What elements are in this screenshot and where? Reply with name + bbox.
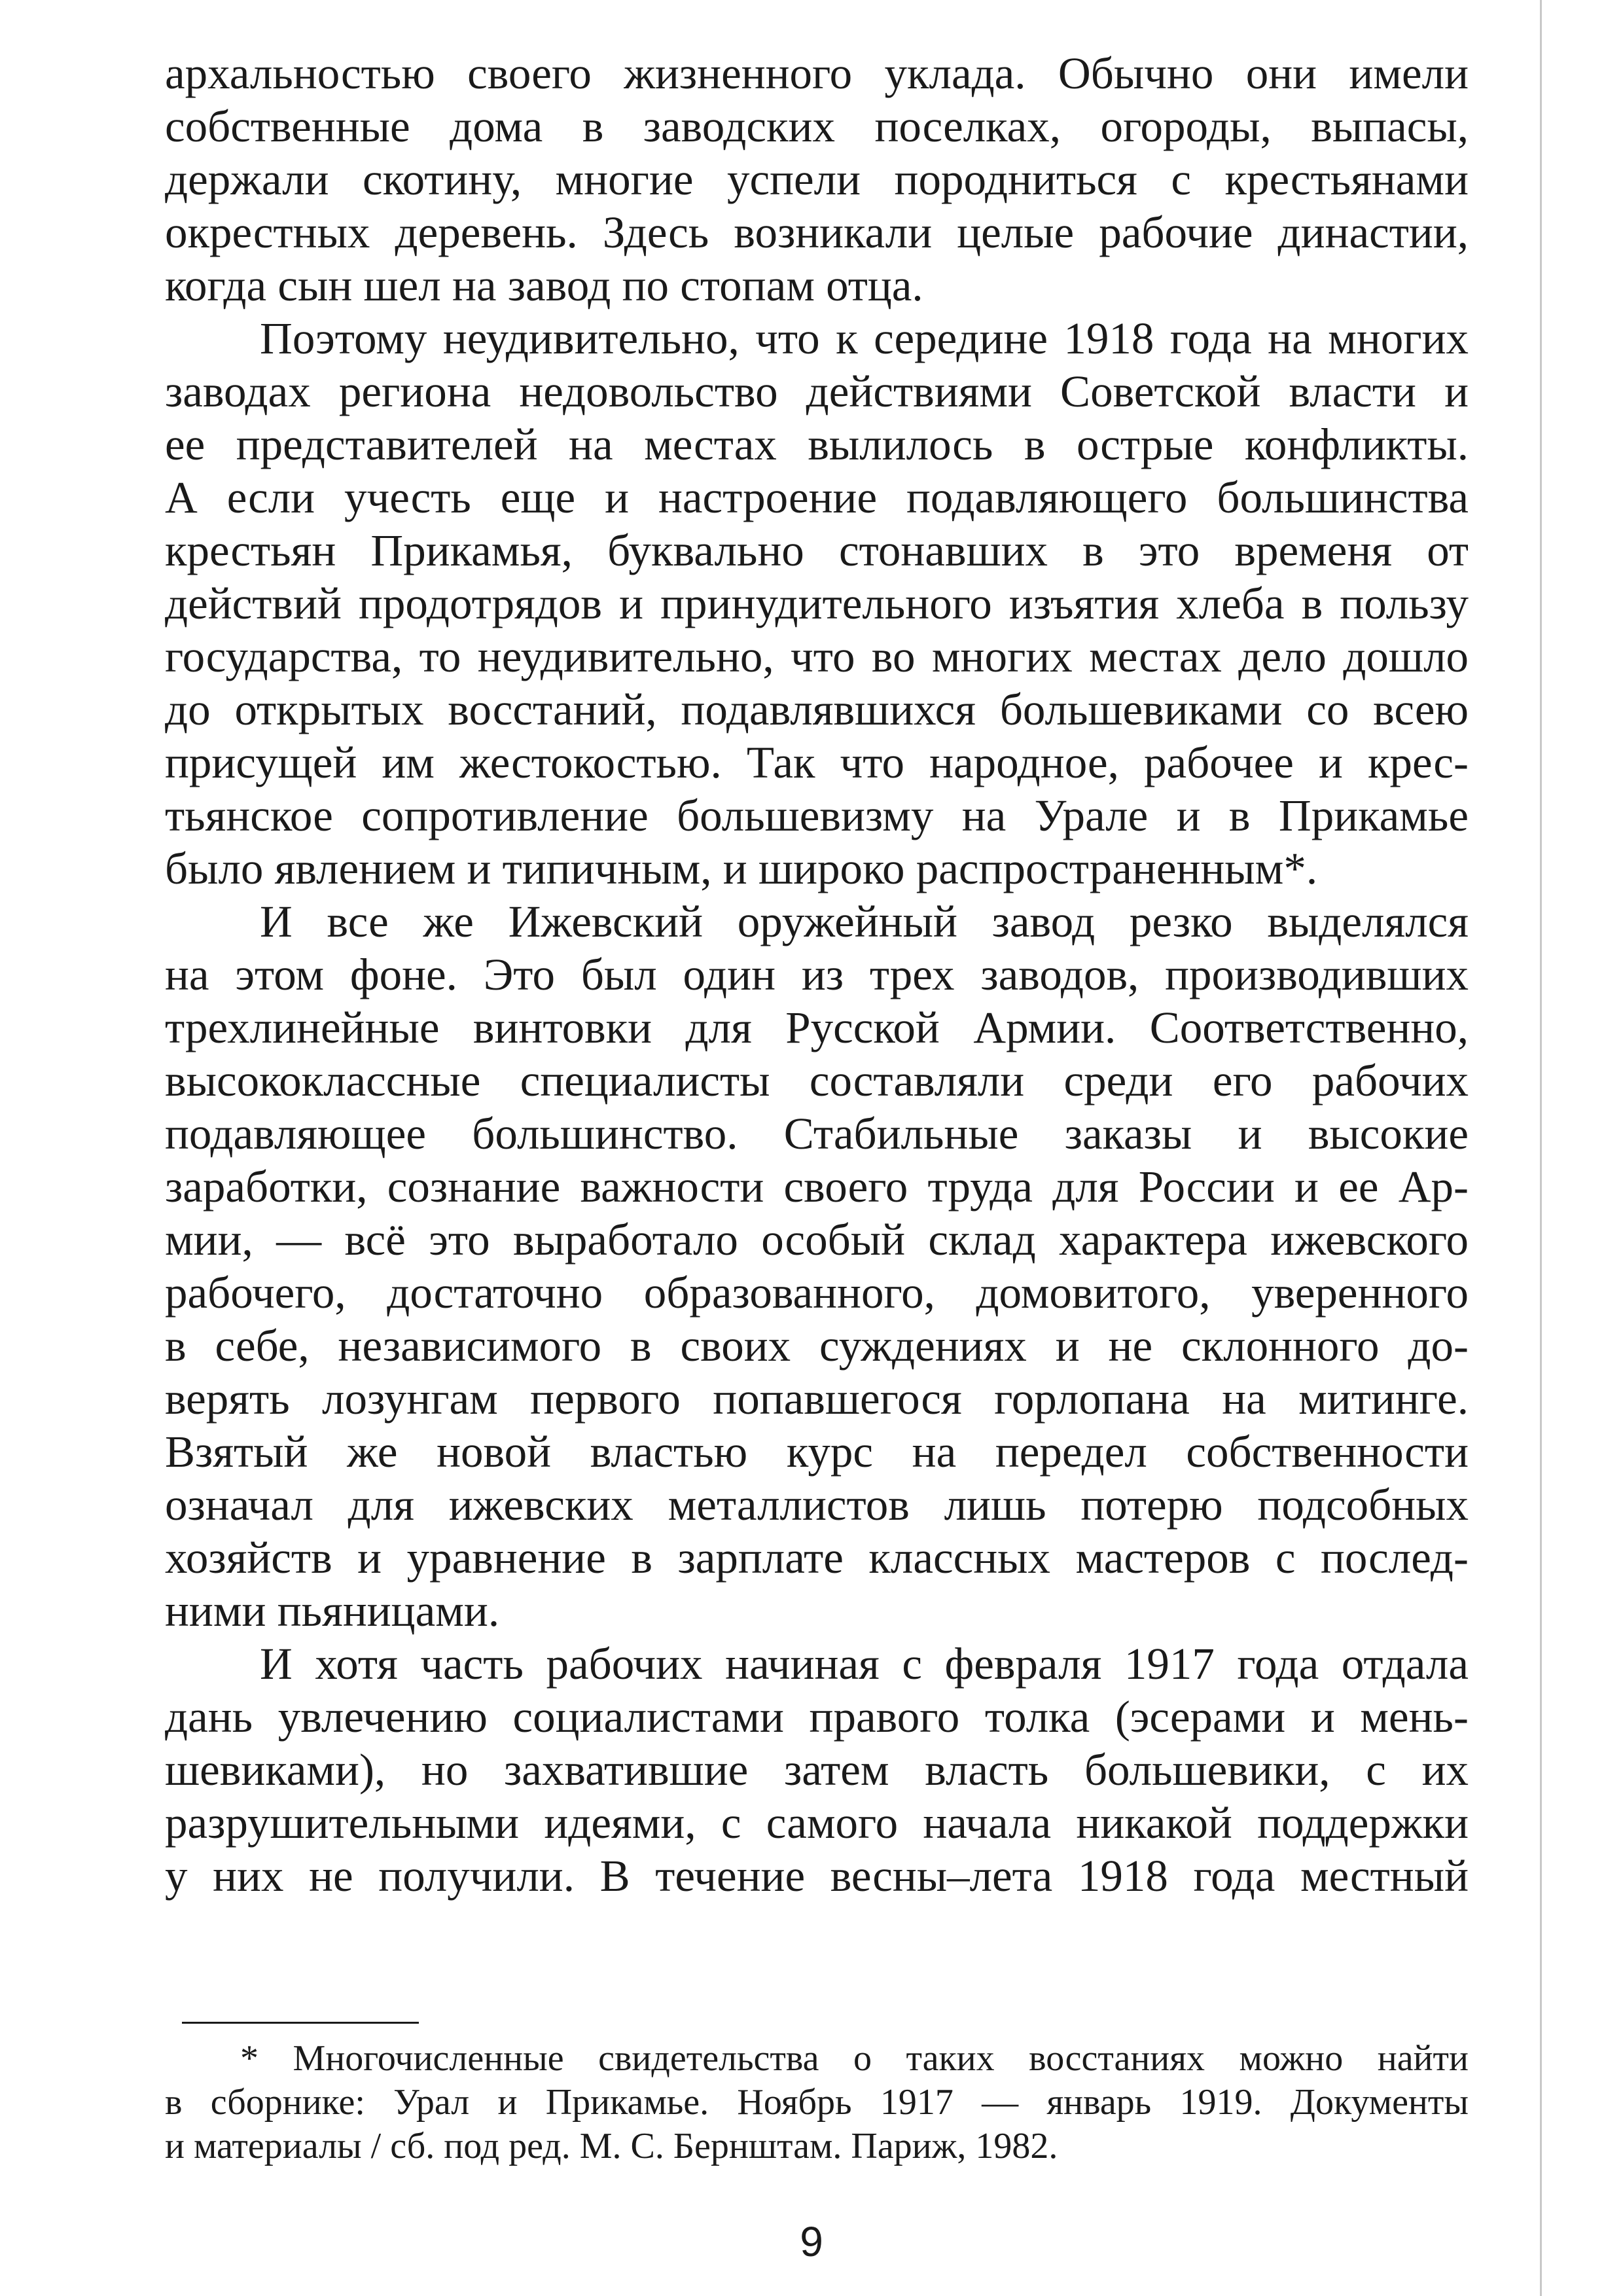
text-line: заводах региона недовольство действиями Советской власти и xyxy=(165,367,1469,416)
text-line: хозяйств и уравнение в зарплате классных мастеров с послед- xyxy=(165,1533,1469,1583)
text-line: было явлением и типичным, и широко распространенным*. xyxy=(165,844,1318,893)
page-number: 9 xyxy=(800,2218,823,2265)
footnote xyxy=(165,2037,1469,2168)
footnote-divider xyxy=(182,2022,419,2024)
paragraph-start-line: И все же Ижевский оружейный завод резко выделялся xyxy=(260,897,1469,946)
footnote-line: и материалы / сб. под ред. М. С. Бернштам. Париж, 1982. xyxy=(165,2126,1058,2166)
text-line: Взятый же новой властью курс на передел собственности xyxy=(165,1427,1469,1477)
text-line: ними пьяницами. xyxy=(165,1586,500,1636)
text-line: тьянское сопротивление большевизму на Урале и в Прикамье xyxy=(165,791,1469,840)
text-line: на этом фоне. Это был один из трех заводов, производивших xyxy=(165,950,1469,999)
text-line: ее представителей на местах вылилось в острые конфликты. xyxy=(165,420,1469,469)
text-line: заработки, сознание важности своего труда для России и ее Ар- xyxy=(165,1162,1469,1211)
text-line: дань увлечению социалистами правого толка (эсерами и мень- xyxy=(165,1692,1469,1742)
text-line: держали скотину, многие успели породниться с крестьянами xyxy=(165,154,1469,204)
paragraph-start-line: И хотя часть рабочих начиная с февраля 1917 года отдала xyxy=(260,1639,1469,1689)
footnote-line: * Многочисленные свидетельства о таких восстаниях можно найти xyxy=(240,2038,1469,2079)
text-line: трехлинейные винтовки для Русской Армии. Соответственно, xyxy=(165,1003,1469,1052)
text-line: когда сын шел на завод по стопам отца. xyxy=(165,260,923,310)
text-line: А если учесть еще и настроение подавляющего большинства xyxy=(165,473,1469,522)
text-line: до открытых восстаний, подавлявшихся большевиками со всею xyxy=(165,685,1469,734)
text-line: присущей им жестокостью. Так что народное, рабочее и крес- xyxy=(165,738,1469,787)
text-line: у них не получили. В течение весны–лета 1918 года местный xyxy=(165,1851,1469,1901)
text-line: государства, то неудивительно, что во многих местах дело дошло xyxy=(165,632,1469,681)
text-line: окрестных деревень. Здесь возникали целые рабочие династии, xyxy=(165,207,1469,257)
text-line: собственные дома в заводских поселках, огороды, выпасы, xyxy=(165,101,1469,151)
text-line: архальностью своего жизненного уклада. Обычно они имели xyxy=(165,48,1469,98)
text-line: мии, — всё это выработало особый склад характера ижевского xyxy=(165,1215,1469,1265)
text-line: действий продотрядов и принудительного изъятия хлеба в пользу xyxy=(165,579,1469,628)
text-line: крестьян Прикамья, буквально стонавших в это временя от xyxy=(165,526,1469,575)
text-line: высококлассные специалисты составляли среди его рабочих xyxy=(165,1056,1469,1105)
text-line: в себе, независимого в своих суждениях и не склонного до- xyxy=(165,1321,1469,1371)
body-text xyxy=(165,47,1469,1903)
footnote-line: в сборнике: Урал и Прикамье. Ноябрь 1917 — январь 1919. Документы xyxy=(165,2082,1469,2123)
text-line: подавляющее большинство. Стабильные заказы и высокие xyxy=(165,1109,1469,1158)
text-line: означал для ижевских металлистов лишь потерю подсобных xyxy=(165,1480,1469,1530)
text-line: разрушительными идеями, с самого начала никакой поддержки xyxy=(165,1798,1469,1848)
text-line: рабочего, достаточно образованного, домовитого, уверенного xyxy=(165,1268,1469,1318)
text-line: шевиками), но захватившие затем власть большевики, с их xyxy=(165,1745,1469,1795)
text-line: верять лозунгам первого попавшегося горлопана на митинге. xyxy=(165,1374,1469,1424)
paragraph-start-line: Поэтому неудивительно, что к середине 1918 года на многих xyxy=(260,314,1469,363)
